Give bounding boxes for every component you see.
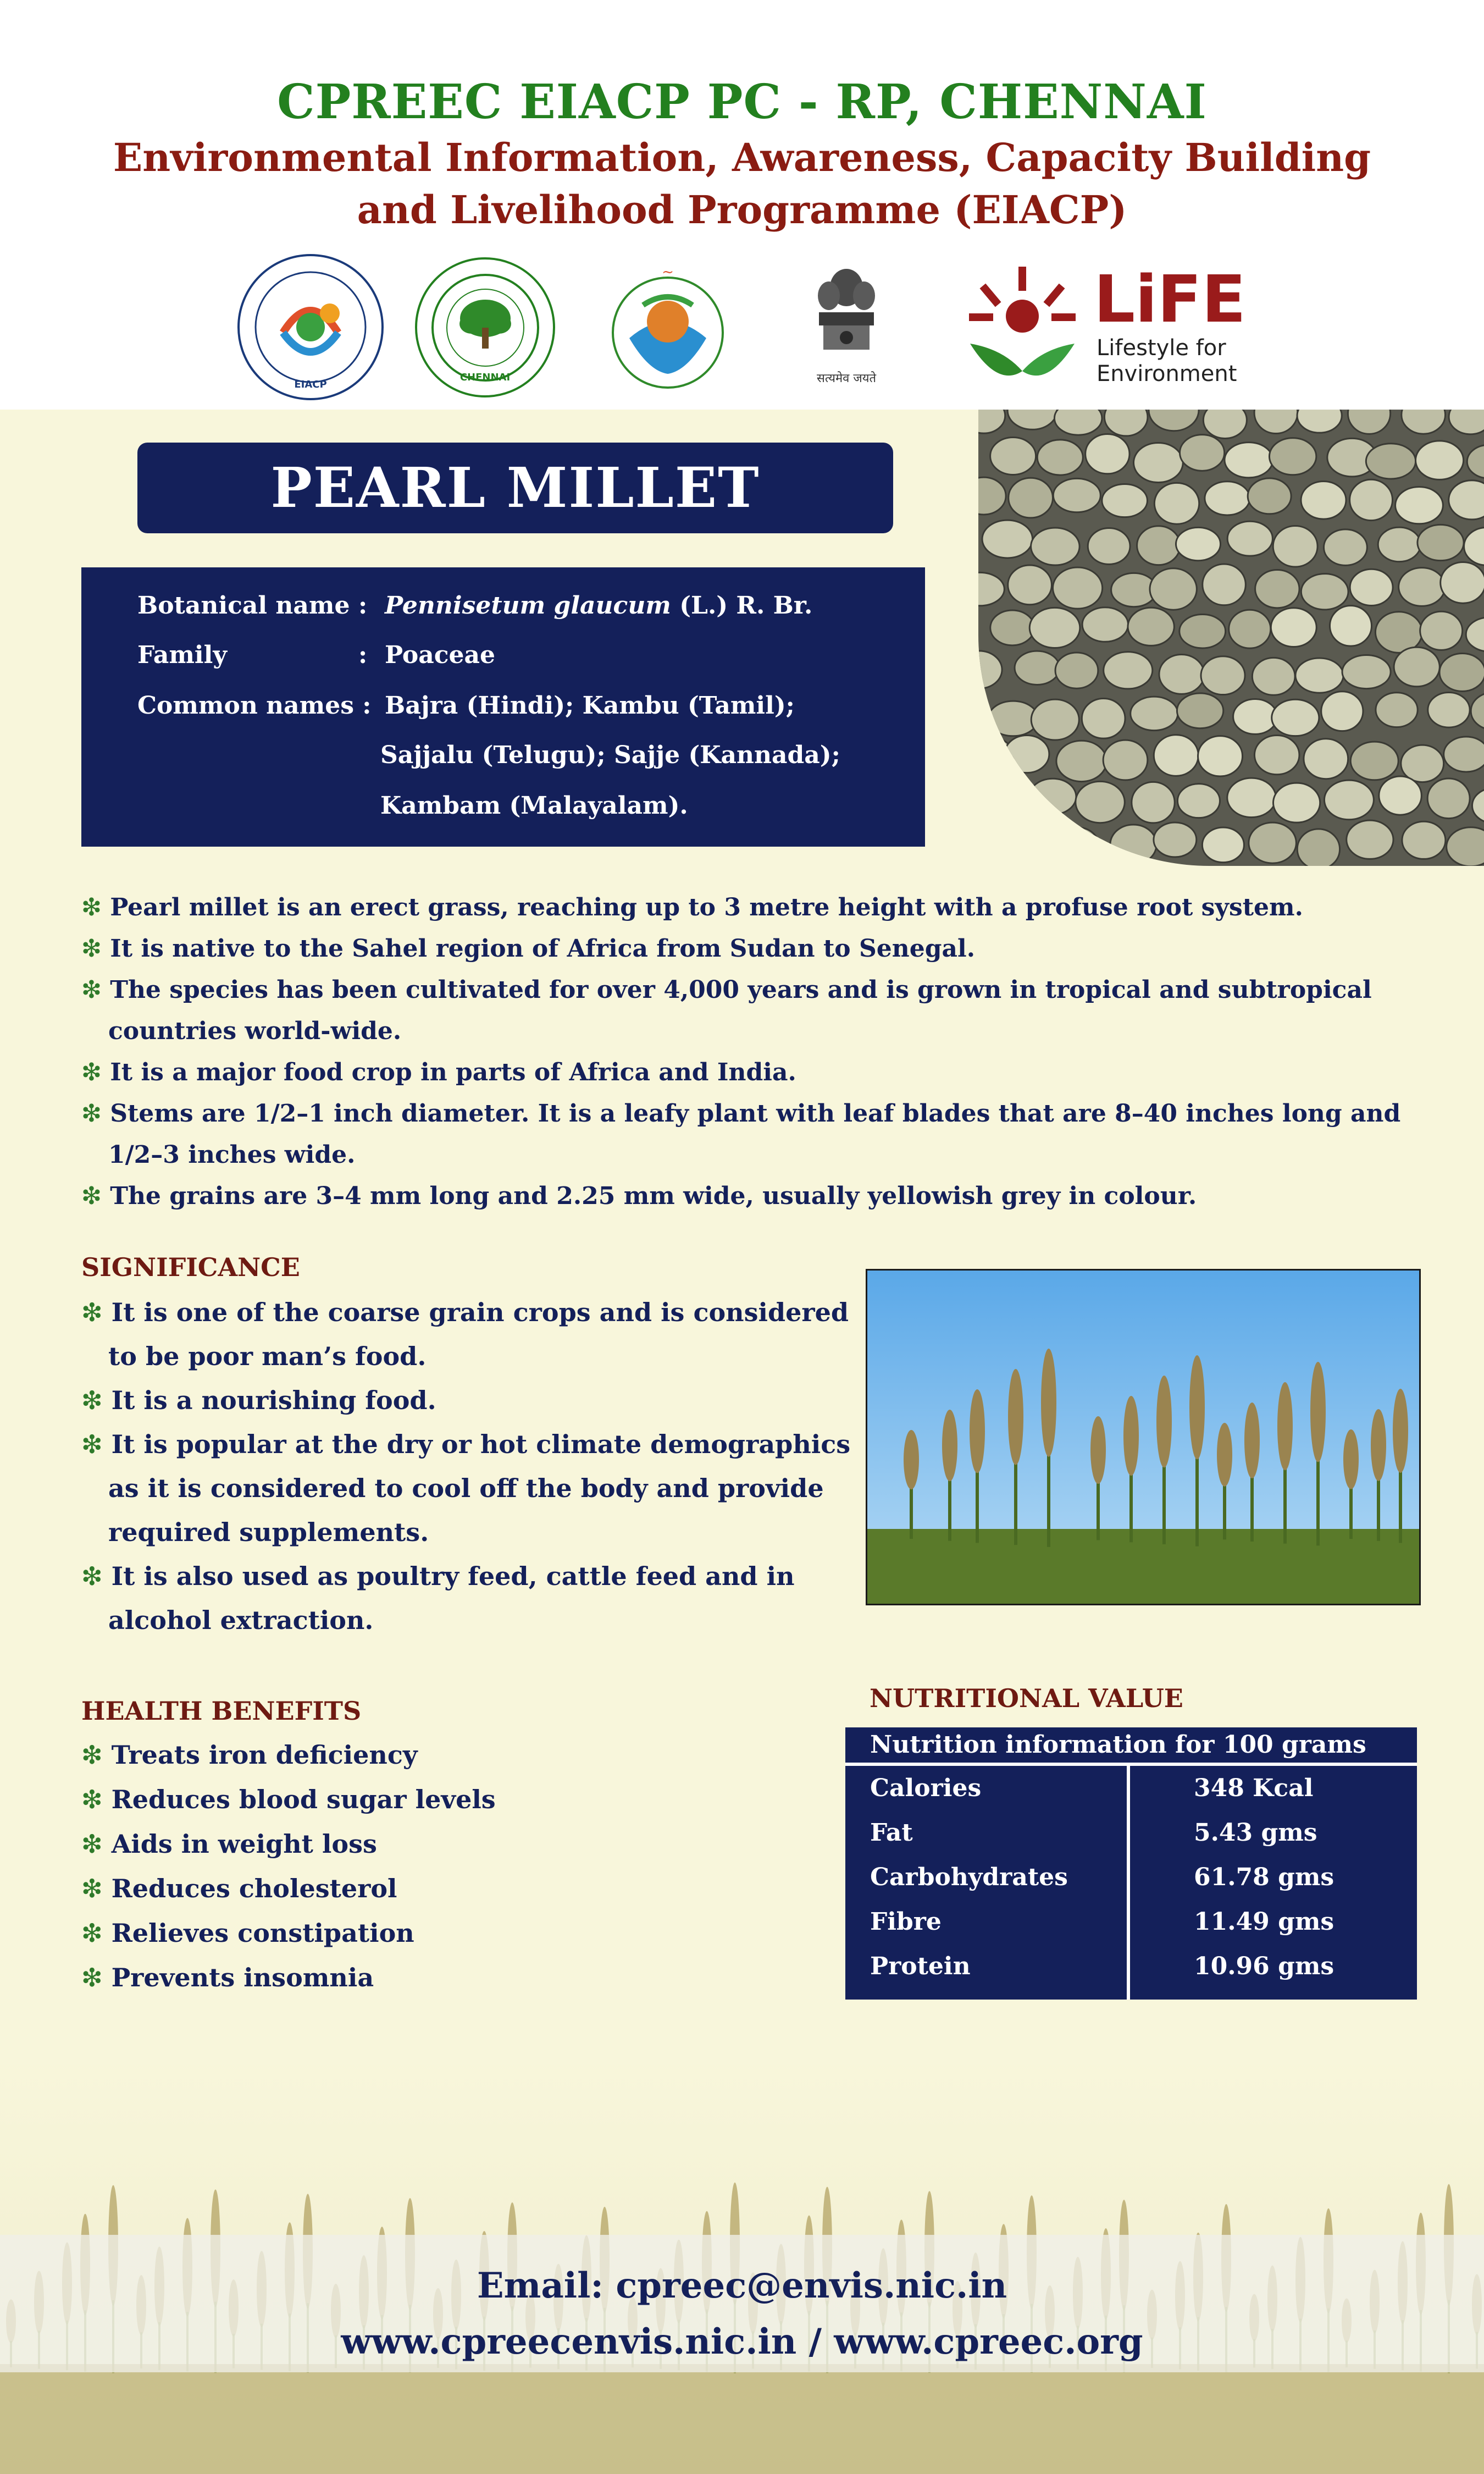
grain-shape [1439, 654, 1484, 692]
grain-shape [1366, 444, 1415, 479]
millet-field-illustration [867, 1271, 1421, 1605]
eiacp-caption: EIACP [294, 379, 327, 390]
significance-text: It is a nourishing food. [111, 1385, 436, 1415]
fact-continuation: 1/2–3 inches wide. [108, 1141, 356, 1169]
grain-shape [1394, 647, 1439, 687]
grain-shape [1402, 821, 1446, 859]
grain-shape [1427, 778, 1470, 819]
nutrient-name: Calories [870, 1774, 982, 1802]
colon: : [358, 592, 368, 620]
health-benefits-heading: HEALTH BENEFITS [81, 1696, 362, 1726]
family-value: Poaceae [385, 641, 496, 669]
grain-shape [1297, 829, 1339, 866]
bullet-star-icon: ❇ [81, 1058, 102, 1086]
bullet-star-icon: ❇ [81, 893, 102, 921]
grain-shape [1205, 482, 1250, 515]
health-benefit-item [81, 1740, 418, 1770]
grain-shape [1350, 479, 1393, 520]
bullet-star-icon: ❇ [81, 1385, 103, 1415]
significance-item [81, 1429, 850, 1459]
grain-shape [1159, 655, 1204, 694]
botanical-name-value [385, 592, 812, 620]
grain-shape [1441, 562, 1484, 603]
grain-shape [1103, 740, 1148, 780]
nature-globe-icon [605, 256, 731, 399]
grain-shape [1203, 564, 1246, 605]
health-benefit-text: Treats iron deficiency [111, 1740, 418, 1770]
grain-shape [1056, 741, 1106, 781]
sunrise-leaf-icon [959, 261, 1086, 393]
life-subtitle-line2: Environment [1097, 361, 1237, 386]
footer-websites[interactable]: www.cpreecenvis.nic.in / www.cpreec.org [341, 2321, 1143, 2362]
grain-shape [1324, 529, 1367, 566]
grain-shape [1150, 568, 1197, 610]
grain-shape [1350, 742, 1398, 780]
significance-item [81, 1385, 436, 1415]
grain-shape [1104, 652, 1153, 689]
grain-shape [1330, 606, 1371, 646]
fact-text: Stems are 1/2–1 inch diameter. It is a leafy plant with leaf blades that are 8–40 inches long and [110, 1100, 1401, 1128]
millet-head-shape [1189, 1355, 1205, 1460]
grain-shape [1053, 478, 1100, 512]
fact-text: The species has been cultivated for over 4,000 years and is grown in tropical and subtropical [110, 976, 1372, 1004]
grain-shape [1324, 780, 1374, 820]
significance-continuation: to be poor man’s food. [108, 1341, 427, 1371]
grain-shape [1082, 608, 1128, 642]
grain-shape [1031, 528, 1080, 565]
bullet-star-icon: ❇ [81, 1100, 102, 1128]
millet-head-shape [1090, 1416, 1106, 1484]
lion-capital-icon [802, 257, 890, 367]
health-benefit-item [81, 1963, 374, 1992]
millet-head-shape [1041, 1349, 1056, 1457]
fact-item [81, 1058, 796, 1086]
millet-grains-image [978, 410, 1484, 866]
grain-shape [1225, 443, 1273, 478]
common-names-label: Common names : [137, 692, 372, 720]
nutrient-value: 5.43 gms [1194, 1819, 1317, 1847]
millet-head-shape [942, 1410, 957, 1481]
millet-head-shape [1393, 1389, 1408, 1473]
grain-shape [1132, 782, 1175, 823]
fact-item [81, 1182, 1197, 1210]
grain-shape [1198, 736, 1243, 776]
botanical-name-label: Botanical name [137, 592, 350, 620]
footer-email[interactable]: Email: cpreec@envis.nic.in [477, 2265, 1007, 2306]
life-title: LiFE [1094, 261, 1246, 337]
significance-continuation: as it is considered to cool off the body and provide [108, 1473, 824, 1503]
grain-shape [1177, 693, 1223, 728]
bullet-star-icon: ❇ [81, 1918, 103, 1948]
national-emblem-logo [802, 257, 890, 389]
grain-shape [1350, 569, 1393, 605]
eiacp-emblem-icon [250, 267, 371, 388]
health-benefit-item [81, 1918, 414, 1948]
grain-shape [1379, 776, 1422, 815]
bullet-star-icon: ❇ [81, 1874, 103, 1903]
nutrient-value: 348 Kcal [1194, 1774, 1314, 1802]
grain-shape [1417, 524, 1464, 560]
millet-head-shape [1244, 1402, 1260, 1478]
bullet-star-icon: ❇ [81, 976, 102, 1004]
table-divider [1127, 1766, 1130, 2000]
botanical-name-author: (L.) R. Br. [671, 592, 813, 620]
nutrient-name: Carbohydrates [870, 1863, 1068, 1891]
grain-shape [1376, 693, 1417, 727]
grain-shape [1420, 611, 1463, 650]
fact-item [81, 1100, 1400, 1128]
grain-shape [1154, 483, 1199, 524]
grain-shape [990, 438, 1036, 475]
nutrient-value: 11.49 gms [1194, 1908, 1335, 1936]
fact-continuation: countries world-wide. [108, 1017, 402, 1045]
fact-text: It is a major food crop in parts of Africa and India. [110, 1058, 796, 1086]
grain-shape [990, 610, 1034, 645]
grain-shape [1347, 820, 1393, 859]
svg-text:~: ~ [662, 264, 674, 280]
grain-shape [1227, 521, 1272, 556]
grain-shape [1128, 608, 1174, 645]
nutrient-name: Protein [870, 1952, 971, 1980]
grain-shape [982, 520, 1033, 558]
health-benefit-item [81, 1829, 377, 1859]
grain-shape [1009, 478, 1053, 518]
grain-shape [1321, 692, 1363, 731]
family-label: Family [137, 641, 227, 669]
significance-continuation: alcohol extraction. [108, 1605, 374, 1635]
common-names-line3: Kambam (Malayalam). [380, 792, 688, 820]
nutrition-table [845, 1727, 1417, 2000]
grain-shape [1201, 656, 1245, 695]
grain-shape [1255, 570, 1299, 608]
nutrition-table-title: Nutrition information for 100 grams [870, 1731, 1366, 1759]
millet-head-shape [1310, 1362, 1326, 1462]
header-subtitle-line1: Environmental Information, Awareness, Capacity Building [113, 135, 1371, 180]
millet-head-shape [1343, 1429, 1359, 1489]
significance-text: It is also used as poultry feed, cattle feed and in [111, 1561, 795, 1591]
bullet-star-icon: ❇ [81, 1963, 103, 1992]
grain-shape [1273, 783, 1320, 822]
bullet-star-icon: ❇ [81, 1429, 103, 1459]
health-benefit-text: Aids in weight loss [111, 1829, 377, 1859]
emblem-caption: सत्यमेव जयते [816, 372, 877, 385]
significance-text: It is one of the coarse grain crops and is considered [111, 1297, 849, 1327]
fact-text: It is native to the Sahel region of Africa from Sudan to Senegal. [110, 935, 976, 963]
grain-shape [1203, 410, 1247, 438]
bullet-star-icon: ❇ [81, 1829, 103, 1859]
fact-item [81, 976, 1372, 1004]
fact-item [81, 893, 1303, 921]
grain-shape [1342, 655, 1391, 689]
millet-head-shape [1217, 1423, 1232, 1487]
grain-shape [1053, 567, 1103, 609]
millet-head-shape [970, 1389, 985, 1473]
health-benefit-item [81, 1785, 496, 1814]
health-benefit-text: Reduces cholesterol [111, 1874, 397, 1903]
significance-item [81, 1561, 795, 1591]
nutrient-value: 10.96 gms [1194, 1952, 1335, 1980]
millet-head-shape [1371, 1409, 1386, 1481]
grain-shape [1416, 441, 1464, 480]
health-benefit-item [81, 1874, 397, 1903]
bullet-star-icon: ❇ [81, 1785, 103, 1814]
grain-shape [1269, 438, 1316, 475]
grain-shape [1233, 699, 1277, 735]
grain-shape [1177, 784, 1220, 818]
fact-text: The grains are 3–4 mm long and 2.25 mm wide, usually yellowish grey in colour. [110, 1182, 1197, 1210]
grain-shape [1252, 658, 1295, 695]
grain-shape [1082, 698, 1125, 738]
nutrient-value: 61.78 gms [1194, 1863, 1335, 1891]
millet-field-image [866, 1269, 1421, 1605]
significance-heading: SIGNIFICANCE [81, 1252, 300, 1282]
millet-head-shape [904, 1430, 919, 1489]
millet-head-shape [1008, 1369, 1023, 1465]
grain-shape [1180, 435, 1225, 471]
grain-shape [1154, 822, 1197, 857]
botanical-name-italic: Pennisetum glaucum [385, 592, 671, 620]
grain-shape [1008, 565, 1052, 605]
grain-shape [1015, 651, 1060, 684]
grain-shape [1102, 484, 1148, 517]
health-benefit-text: Relieves constipation [111, 1918, 414, 1948]
grain-shape [1202, 827, 1244, 863]
bullet-star-icon: ❇ [81, 1561, 103, 1591]
grain-shape [1088, 528, 1130, 564]
fact-item [81, 935, 975, 963]
grain-shape [1137, 526, 1180, 565]
grain-shape [1396, 487, 1443, 523]
nature-protects-logo [605, 256, 731, 399]
grain-shape [1029, 608, 1080, 648]
grain-shape [1428, 692, 1470, 727]
nutrient-name: Fat [870, 1819, 913, 1847]
millet-head-shape [1156, 1376, 1172, 1467]
common-names-line2: Sajjalu (Telugu); Sajje (Kannada); [380, 741, 840, 769]
page-title: PEARL MILLET [270, 455, 760, 520]
life-subtitle-line1: Lifestyle for [1097, 335, 1226, 361]
significance-continuation: required supplements. [108, 1517, 429, 1547]
common-names-line1: Bajra (Hindi); Kambu (Tamil); [385, 692, 795, 720]
grain-shape [1271, 608, 1316, 647]
grain-shape [1031, 699, 1079, 740]
millet-head-shape [1277, 1382, 1293, 1470]
cer-environmental-education-centre-logo [415, 257, 555, 397]
grain-shape [1229, 610, 1271, 648]
millet-head-shape [1123, 1396, 1139, 1476]
fact-text: Pearl millet is an erect grass, reaching up to 3 metre height with a profuse root system. [110, 893, 1303, 921]
grain-shape [1399, 568, 1445, 606]
colon: : [358, 641, 368, 669]
bullet-star-icon: ❇ [81, 1740, 103, 1770]
health-benefit-text: Reduces blood sugar levels [111, 1785, 496, 1814]
grain-shape [1248, 478, 1291, 514]
tree-icon [428, 270, 543, 385]
bullet-star-icon: ❇ [81, 1182, 102, 1210]
bullet-star-icon: ❇ [81, 1297, 103, 1327]
grain-shape [1180, 614, 1226, 648]
table-divider [845, 1763, 1417, 1766]
header-subtitle-line2: and Livelihood Programme (EIACP) [357, 187, 1127, 233]
nutrient-name: Fibre [870, 1908, 942, 1936]
grains-illustration [978, 410, 1484, 866]
grain-shape [1295, 658, 1343, 693]
grain-shape [1304, 739, 1348, 779]
grain-shape [1301, 481, 1346, 519]
grain-shape [1131, 697, 1178, 730]
grain-shape [1037, 440, 1083, 475]
health-benefit-text: Prevents insomnia [111, 1963, 374, 1992]
significance-text: It is popular at the dry or hot climate demographics [111, 1429, 851, 1459]
grain-shape [1086, 434, 1129, 474]
grain-shape [1254, 736, 1299, 775]
grain-shape [1133, 443, 1183, 483]
grain-shape [1176, 527, 1220, 560]
eiacp-logo [237, 254, 384, 400]
grain-shape [1273, 526, 1317, 567]
nutritional-value-heading: NUTRITIONAL VALUE [870, 1683, 1183, 1713]
bullet-star-icon: ❇ [81, 935, 102, 963]
cer-caption: CHENNAI [459, 372, 511, 383]
grain-shape [1154, 735, 1198, 776]
grain-shape [1076, 781, 1125, 822]
grain-shape [1055, 653, 1098, 688]
significance-item [81, 1297, 849, 1327]
grain-shape [1301, 574, 1348, 610]
grain-shape [1249, 822, 1297, 863]
life-logo [959, 261, 1256, 393]
grain-shape [1444, 737, 1484, 772]
grain-shape [1227, 778, 1276, 817]
grain-shape [1272, 699, 1319, 736]
header-title: CPREEC EIACP PC - RP, CHENNAI [277, 74, 1207, 130]
grain-shape [1378, 527, 1420, 562]
